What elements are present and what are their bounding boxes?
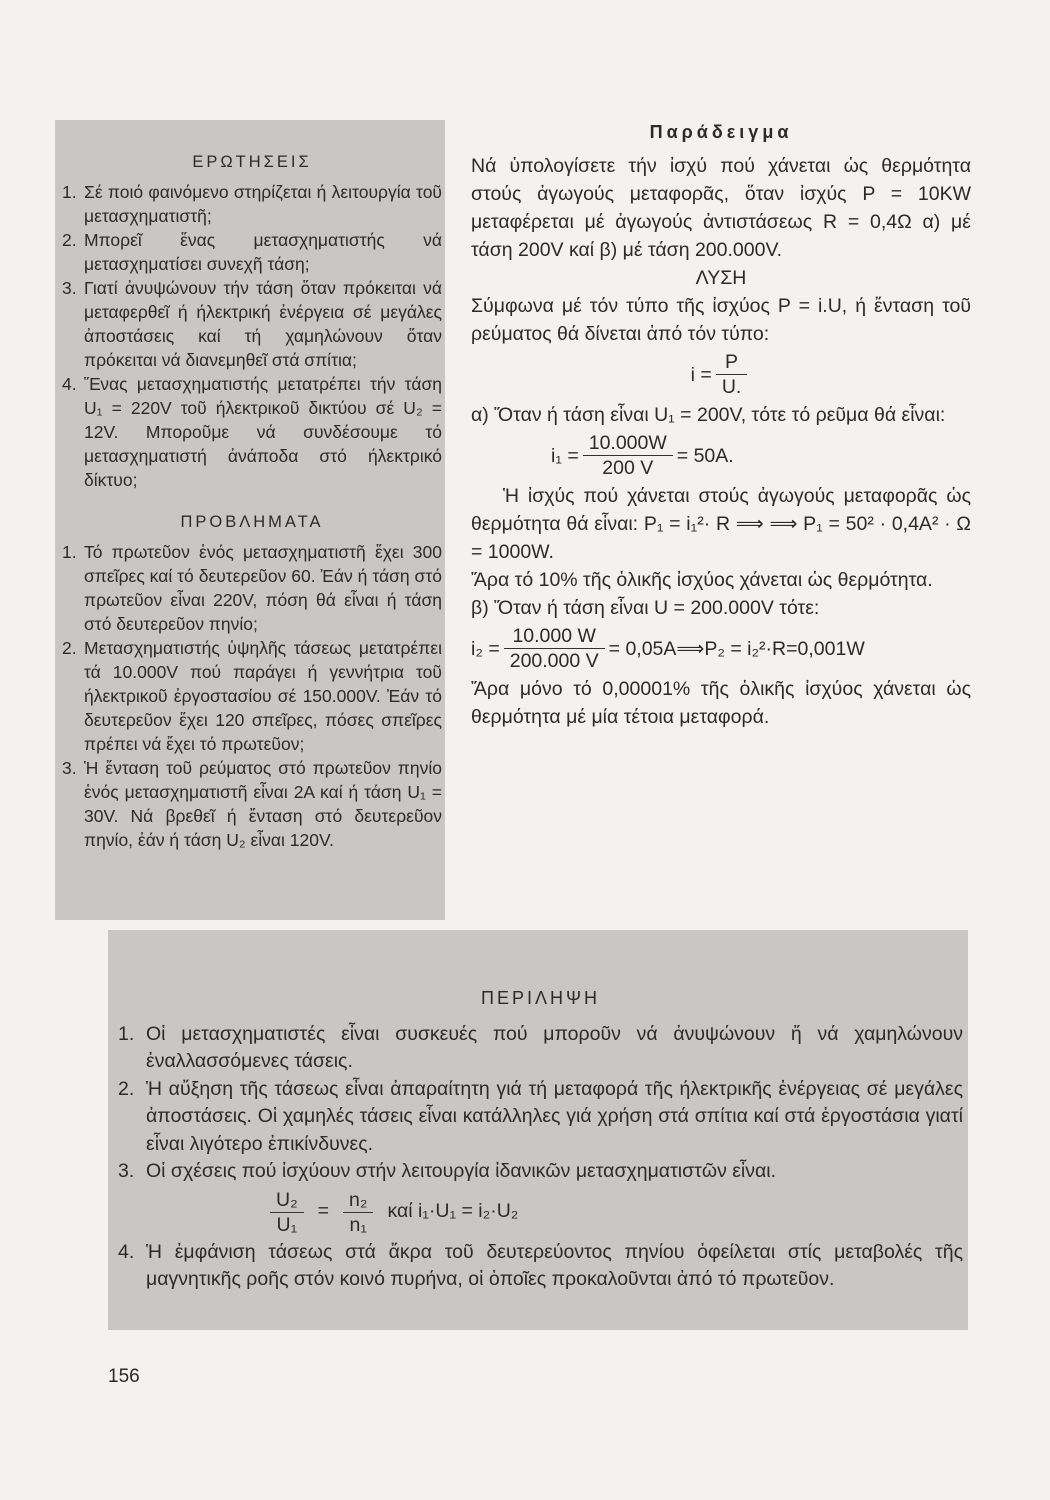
formula-lhs: i = <box>690 363 712 386</box>
part-b-text: β) Ὅταν ή τάση εἶναι U = 200.000V τότε: <box>471 597 820 619</box>
example-intro: Νά ὑπολογίσετε τήν ἰσχύ πού χάνεται ὡς θερμότητα στούς ἀγωγούς μεταφορᾶς, ὅταν ἰσχύς P = 10KW μεταφέρεται μέ ἀγωγούς ἀντιστάσεως R = 0,4Ω α) μέ τάση 200V καί β) μέ τάση 200.000V. <box>471 155 971 261</box>
problem-item <box>62 756 442 852</box>
turns-ratio <box>343 1188 373 1237</box>
summary-text: Οἱ μετασχηματιστές εἶναι συσκευές πού μποροῦν νά ἀνυψώνουν ἤ νά χαμηλώνουν ἐναλλασσόμενες τάσεις. <box>146 1022 963 1072</box>
formula-denominator: 200.000 V <box>509 650 599 672</box>
summary-item <box>118 1158 963 1186</box>
formula-fraction <box>504 624 605 673</box>
formula-denominator: U. <box>721 376 742 398</box>
summary-section <box>118 985 963 1294</box>
problem-text: Ἡ ἔνταση τοῦ ρεύματος στό πρωτεῦον πηνίο ἑνός μετασχηματιστῆ εἶναι 2Α καί ή τάση U₁ = 30V. Νά βρεθεῖ ή ἔνταση στό δευτερεῦον πηνίο, ἐάν ή τάση U₂ εἶναι 120V. <box>84 758 442 850</box>
problem-number: 2. <box>62 638 77 658</box>
formula-numerator: P <box>716 350 748 375</box>
summary-number: 2. <box>118 1077 135 1100</box>
formula-numerator: 10.000 W <box>504 624 605 649</box>
conclusion-b-text: Ἄρα μόνο τό 0,00001% τῆς ὁλικῆς ἰσχύος χάνεται ὡς θερμότητα μέ μία τέτοια μεταφορά. <box>471 678 971 728</box>
questions-list <box>62 180 442 492</box>
summary-text: Ἡ αὔξηση τῆς τάσεως εἶναι ἀπαραίτητη γιά τή μεταφορά τῆς ήλεκτρικῆς ἐνέργειας σέ μεγάλες ἀποστάσεις. Οἱ χαμηλές τάσεις εἶναι κατάλληλες γιά χρήση στά σπίτια καί στά ἐργοστάσια γιατί εἶναι λιγότερο ἐπικίνδυνες. <box>146 1077 963 1155</box>
example-heading: Παράδειγμα <box>649 122 793 142</box>
current-b-formula <box>471 624 971 673</box>
question-item <box>62 180 442 228</box>
formula-denominator: U₁ <box>276 1213 298 1236</box>
problem-text: Μετασχηματιστής ὑψηλῆς τάσεως μετατρέπει τά 10.000V πού παράγει ή γεννήτρια τοῦ ήλεκτρικοῦ ἐργοστασίου σέ 150.000V. Ἐάν τό δευτερεῦον ἔχει 120 σπεῖρες, πόσες σπεῖρες πρέπει νά ἔχει τό πρωτεῦον; <box>84 638 442 754</box>
formula-rhs: = 50A. <box>676 444 734 467</box>
question-number: 3. <box>62 278 77 298</box>
questions-problems-column <box>62 150 442 852</box>
current-formula <box>471 350 971 399</box>
problem-number: 1. <box>62 542 77 562</box>
formula-tail: καί i₁·U₁ = i₂·U₂ <box>387 1200 519 1223</box>
problem-item <box>62 540 442 636</box>
solution-heading: ΛΥΣΗ <box>695 267 747 289</box>
question-item <box>62 372 442 492</box>
solution-intro: Σύμφωνα μέ τόν τύπο τῆς ἰσχύος P = i.U, ή ἔνταση τοῦ ρεύματος θά δίνεται ἀπό τόν τύπο: <box>471 295 971 345</box>
summary-number: 4. <box>118 1240 135 1263</box>
question-item <box>62 276 442 372</box>
summary-item <box>118 1076 963 1159</box>
formula-fraction <box>716 350 748 399</box>
summary-text: Οἱ σχέσεις πού ἰσχύουν στήν λειτουργία ἰδανικῶν μετασχηματιστῶν εἶναι. <box>146 1160 777 1182</box>
current-a-formula <box>471 431 971 480</box>
summary-item <box>118 1239 963 1294</box>
question-text: Ἕνας μετασχηματιστής μετατρέπει τήν τάση U₁ = 220V τοῦ ήλεκτρικοῦ δικτύου σέ U₂ = 12V. Μποροῦμε νά συνδέσουμε τό μετασχηματιστή ἀνάποδα στό ήλεκτρικό δίκτυο; <box>84 374 442 490</box>
summary-list <box>118 1021 963 1294</box>
formula-numerator: U₂ <box>270 1188 304 1213</box>
conclusion-a-text: Ἄρα τό 10% τῆς ὁλικῆς ἰσχύος χάνεται ὡς θερμότητα. <box>471 569 933 591</box>
formula-denominator: 200 V <box>602 457 654 479</box>
summary-text: Ἡ ἐμφάνιση τάσεως στά ἄκρα τοῦ δευτερεύοντος πηνίου ὀφείλεται στίς μεταβολές τῆς μαγνητικῆς ροῆς στόν κοινό πυρήνα, οἱ ὁποῖες προκαλοῦνται ἀπό τό πρωτεῦον. <box>146 1240 963 1290</box>
problems-heading: ΠΡΟΒΛΗΜΑΤΑ <box>180 513 324 531</box>
formula-denominator: n₁ <box>349 1213 367 1236</box>
question-number: 1. <box>62 182 77 202</box>
voltage-ratio <box>270 1188 304 1237</box>
question-text: Σέ ποιό φαινόμενο στηρίζεται ή λειτουργία τοῦ μετασχηματιστῆ; <box>84 182 442 226</box>
summary-formula-row <box>118 1186 963 1239</box>
formula-equals: = <box>317 1200 330 1223</box>
problem-number: 3. <box>62 758 77 778</box>
question-number: 4. <box>62 374 77 394</box>
problem-item <box>62 636 442 756</box>
question-item <box>62 228 442 276</box>
formula-lhs: i₁ = <box>551 444 579 467</box>
formula-fraction <box>583 431 673 480</box>
formula-rhs: = 0,05A⟹P₂ = i₂²·R=0,001W <box>608 637 865 660</box>
example-column <box>471 118 971 731</box>
transformer-formula <box>146 1188 518 1237</box>
questions-heading: ΕΡΩΤΗΣΕΙΣ <box>192 153 312 171</box>
formula-numerator: 10.000W <box>583 431 673 456</box>
part-a-text: α) Ὅταν ή τάση εἶναι U₁ = 200V, τότε τό ρεῦμα θά εἶναι: <box>471 404 946 426</box>
question-number: 2. <box>62 230 77 250</box>
summary-heading: ΠΕΡΙΛΗΨΗ <box>480 988 601 1008</box>
summary-number: 3. <box>118 1160 135 1182</box>
question-text: Μπορεῖ ἕνας μετασχηματιστής νά μετασχηματίσει συνεχῆ τάση; <box>84 230 442 274</box>
summary-number: 1. <box>118 1022 135 1045</box>
summary-item <box>118 1021 963 1076</box>
problems-list <box>62 540 442 852</box>
loss-a-text: Ἡ ἰσχύς πού χάνεται στούς ἀγωγούς μεταφορᾶς ὡς θερμότητα θά εἶναι: P₁ = i₁²· R ⟹ ⟹ P₁ = 50² · 0,4A² · Ω = 1000W. <box>471 485 971 563</box>
problem-text: Τό πρωτεῦον ἑνός μετασχηματιστῆ ἔχει 300 σπεῖρες καί τό δευτερεῦον 60. Ἐάν ή τάση στό πρωτεῦον εἶναι 220V, πόση θά εἶναι ή τάση στό δευτερεῦον πηνίο; <box>84 542 442 634</box>
formula-lhs: i₂ = <box>471 637 500 660</box>
page-number: 156 <box>108 1366 140 1387</box>
question-text: Γιατί ἀνυψώνουν τήν τάση ὅταν πρόκειται νά μεταφερθεῖ ή ήλεκτρική ἐνέργεια σέ μεγάλες ἀποστάσεις καί τή χαμηλώνουν ὅταν πρόκειται νά διανεμηθεῖ στά σπίτια; <box>84 278 442 370</box>
formula-numerator: n₂ <box>343 1188 373 1213</box>
